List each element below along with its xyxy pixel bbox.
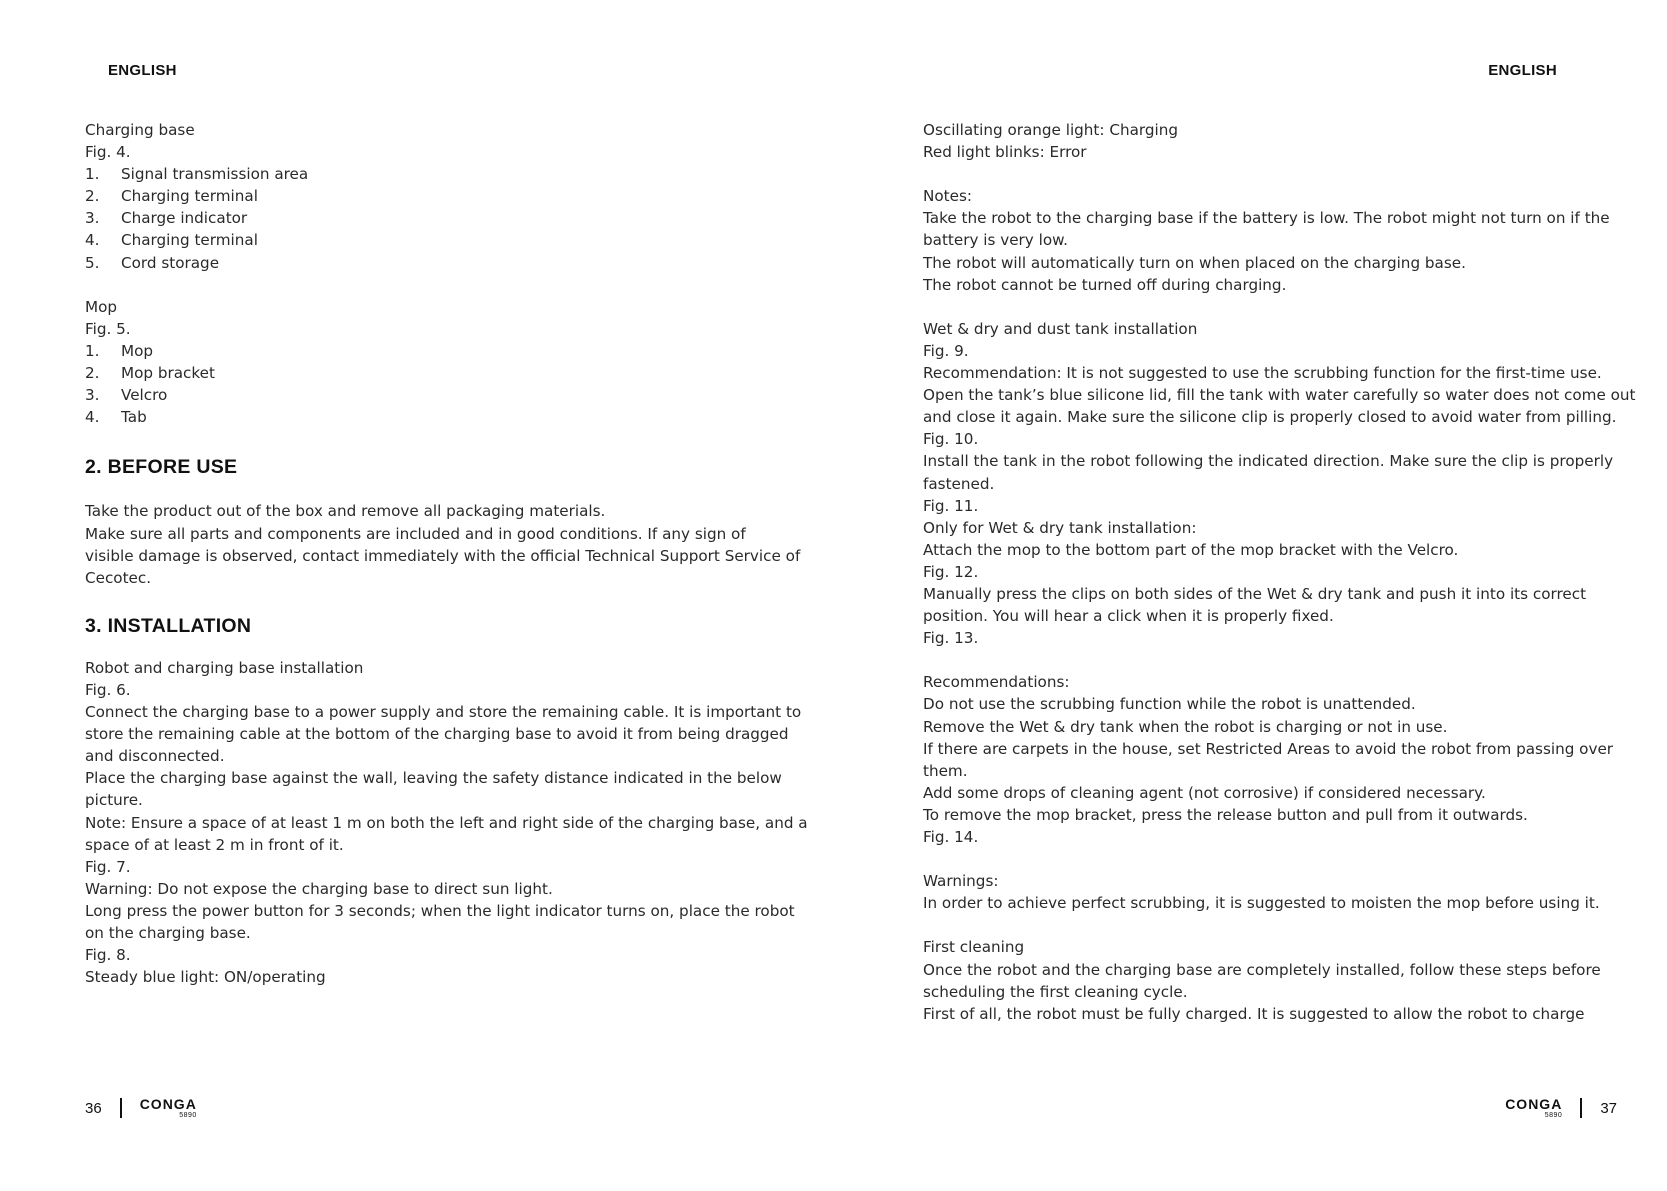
page-language-label: ENGLISH bbox=[1488, 62, 1557, 79]
before-use-body bbox=[85, 500, 801, 588]
conga-logo: CONGA 5890 bbox=[139, 1096, 197, 1119]
left-page-footer bbox=[85, 1093, 197, 1123]
section-title: Mop bbox=[85, 297, 118, 316]
footer-divider bbox=[120, 1098, 122, 1118]
charging-base-parts-list bbox=[85, 163, 765, 273]
paragraph-line: In order to achieve perfect scrubbing, it is suggested to moisten the mop before using it. bbox=[923, 894, 1600, 913]
page-language-label: ENGLISH bbox=[108, 62, 177, 79]
installation-heading: 3. INSTALLATION bbox=[85, 614, 252, 637]
list-item: 3. Velcro bbox=[85, 386, 168, 405]
list-item: 4. Tab bbox=[85, 408, 147, 427]
paragraph-line: and disconnected. bbox=[85, 747, 225, 766]
paragraph-line: Notes: bbox=[923, 187, 972, 206]
paragraph-line: Remove the Wet & dry tank when the robot is charging or not in use. bbox=[923, 717, 1448, 736]
list-item: 4. Charging terminal bbox=[85, 231, 258, 250]
paragraph-line: Fig. 6. bbox=[85, 680, 131, 699]
paragraph-line: Fig. 14. bbox=[923, 828, 979, 846]
footer-divider bbox=[1580, 1098, 1582, 1118]
page-number: 36 bbox=[85, 1099, 102, 1117]
paragraph-line: Fig. 7. bbox=[85, 857, 131, 876]
paragraph-line: Fig. 13. bbox=[923, 629, 979, 648]
paragraph-line: picture. bbox=[85, 791, 143, 810]
paragraph-line: Make sure all parts and components are included and in good conditions. If any sign of bbox=[85, 524, 746, 543]
paragraph-line: space of at least 2 m in front of it. bbox=[85, 835, 344, 854]
paragraph-line: and close it again. Make sure the silicone clip is properly closed to avoid water from pilling. bbox=[923, 408, 1617, 427]
paragraph-line: Only for Wet & dry tank installation: bbox=[923, 518, 1197, 537]
page-number: 37 bbox=[1600, 1099, 1617, 1117]
paragraph-line: them. bbox=[923, 761, 968, 780]
paragraph-line: Take the product out of the box and remove all packaging materials. bbox=[85, 502, 606, 521]
paragraph-line: Attach the mop to the bottom part of the mop bracket with the Velcro. bbox=[923, 540, 1459, 559]
paragraph-line: Red light blinks: Error bbox=[923, 143, 1087, 162]
right-page bbox=[834, 0, 1667, 1191]
paragraph-line: Add some drops of cleaning agent (not corrosive) if considered necessary. bbox=[923, 783, 1486, 802]
paragraph-line: Robot and charging base installation bbox=[85, 658, 364, 677]
paragraph-line: Recommendations: bbox=[923, 673, 1070, 692]
section-title: Charging base bbox=[85, 121, 195, 139]
list-item: 5. Cord storage bbox=[85, 253, 220, 272]
right-page-footer bbox=[1505, 1093, 1617, 1123]
conga-logo: CONGA 5890 bbox=[1505, 1096, 1563, 1119]
paragraph-line: Fig. 10. bbox=[923, 430, 979, 449]
paragraph-line: Once the robot and the charging base are completely installed, follow these steps before bbox=[923, 960, 1601, 979]
paragraph-line: Steady blue light: ON/operating bbox=[85, 968, 326, 987]
installation-body bbox=[85, 657, 808, 988]
paragraph-line: fastened. bbox=[923, 474, 995, 493]
paragraph-line: scheduling the first cleaning cycle. bbox=[923, 982, 1188, 1001]
paragraph-line: Open the tank’s blue silicone lid, fill the tank with water carefully so water does not come out bbox=[923, 386, 1636, 405]
paragraph-line: Long press the power button for 3 seconds; when the light indicator turns on, place the robot bbox=[85, 901, 795, 920]
mop-parts-list bbox=[85, 340, 765, 428]
paragraph-line: Oscillating orange light: Charging bbox=[923, 121, 1178, 139]
paragraph-line: The robot will automatically turn on when placed on the charging base. bbox=[923, 253, 1466, 272]
paragraph-line: Do not use the scrubbing function while the robot is unattended. bbox=[923, 695, 1416, 714]
paragraph-line: Warning: Do not expose the charging base to direct sun light. bbox=[85, 879, 553, 898]
paragraph-line: If there are carpets in the house, set Restricted Areas to avoid the robot from passing over bbox=[923, 739, 1614, 758]
list-item: 3. Charge indicator bbox=[85, 209, 248, 228]
paragraph-line: Note: Ensure a space of at least 1 m on both the left and right side of the charging base, and a bbox=[85, 813, 808, 832]
list-item: 1. Signal transmission area bbox=[85, 165, 309, 184]
paragraph-line: battery is very low. bbox=[923, 231, 1068, 250]
paragraph-line: visible damage is observed, contact immediately with the official Technical Support Service of bbox=[85, 546, 801, 565]
paragraph-line: Fig. 9. bbox=[923, 341, 969, 360]
paragraph-line: To remove the mop bracket, press the release button and pull from it outwards. bbox=[923, 805, 1528, 824]
before-use-heading: 2. BEFORE USE bbox=[85, 456, 238, 479]
right-column bbox=[923, 119, 1636, 1025]
list-item: 1. Mop bbox=[85, 341, 154, 360]
figure-ref: Fig. 4. bbox=[85, 143, 131, 162]
paragraph-line: Wet & dry and dust tank installation bbox=[923, 319, 1198, 338]
paragraph-line: Connect the charging base to a power supply and store the remaining cable. It is important to bbox=[85, 703, 802, 722]
paragraph-line: Take the robot to the charging base if the battery is low. The robot might not turn on if the bbox=[923, 209, 1610, 228]
left-page bbox=[0, 0, 833, 1191]
paragraph-line: Install the tank in the robot following the indicated direction. Make sure the clip is properly bbox=[923, 452, 1614, 471]
paragraph-line: Fig. 8. bbox=[85, 946, 131, 965]
left-column bbox=[85, 119, 808, 988]
paragraph-line: Warnings: bbox=[923, 872, 999, 891]
paragraph-line: Manually press the clips on both sides of the Wet & dry tank and push it into its correct bbox=[923, 584, 1587, 603]
paragraph-line: First of all, the robot must be fully charged. It is suggested to allow the robot to charge bbox=[923, 1004, 1585, 1023]
paragraph-line: First cleaning bbox=[923, 938, 1025, 957]
paragraph-line: position. You will hear a click when it is properly fixed. bbox=[923, 607, 1334, 626]
figure-ref: Fig. 5. bbox=[85, 319, 131, 338]
paragraph-line: Fig. 12. bbox=[923, 562, 979, 581]
paragraph-line: on the charging base. bbox=[85, 924, 251, 942]
list-item: 2. Charging terminal bbox=[85, 187, 258, 206]
paragraph-line: store the remaining cable at the bottom of the charging base to avoid it from being dragged bbox=[85, 725, 789, 744]
list-item: 2. Mop bracket bbox=[85, 364, 215, 383]
paragraph-line: Fig. 11. bbox=[923, 496, 979, 515]
paragraph-line: Place the charging base against the wall, leaving the safety distance indicated in the below bbox=[85, 769, 782, 788]
paragraph-line: Cecotec. bbox=[85, 568, 152, 587]
paragraph-line: Recommendation: It is not suggested to use the scrubbing function for the first-time use. bbox=[923, 364, 1602, 383]
paragraph-line: The robot cannot be turned off during charging. bbox=[923, 275, 1287, 294]
